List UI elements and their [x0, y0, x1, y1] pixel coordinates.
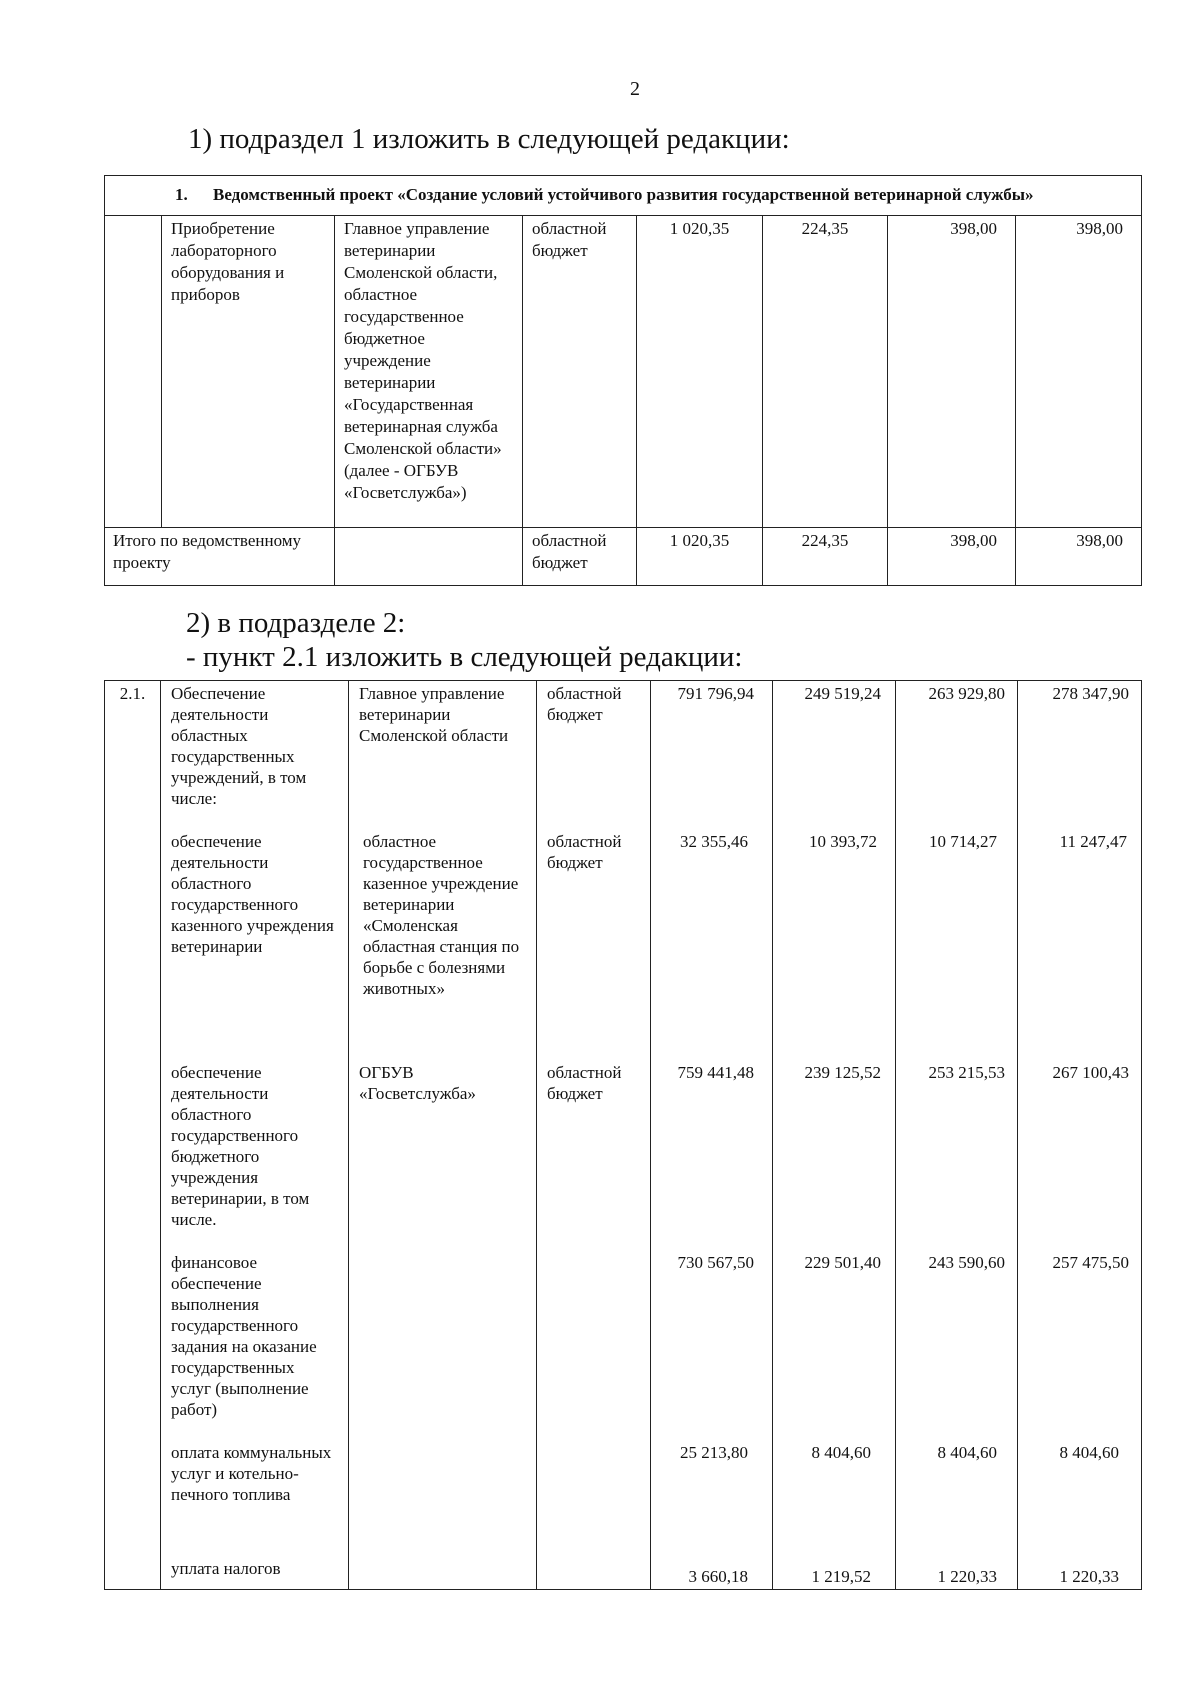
row-y2: 398,00: [888, 216, 1016, 528]
block-0-y1: 249 519,24: [804, 684, 881, 703]
row-name: Приобретение лабораторного оборудования и приборов: [162, 216, 335, 528]
block-4-name: оплата коммунальных услуг и котельно-печного топлива: [171, 1443, 332, 1504]
block-4-total: 25 213,80: [680, 1443, 748, 1462]
total-label: Итого по ведомственному проекту: [105, 528, 335, 586]
y1-column: [773, 681, 896, 1590]
block-3-y1: 229 501,40: [804, 1253, 881, 1272]
table-row: [105, 216, 1142, 528]
row-y3: 398,00: [1016, 216, 1142, 528]
table-row: [105, 681, 1142, 1590]
row-executor: Главное управление ветеринарии Смоленской области, областное государственное бюджетное учреждение ветеринарии «Государственная ветеринарная служба Смоленской области» (далее - ОГБУВ «Госветслужба»): [335, 216, 523, 528]
row-source: областной бюджет: [523, 216, 637, 528]
block-4-y2: 8 404,60: [937, 1443, 997, 1462]
block-2-source: областной бюджет: [547, 1063, 622, 1103]
block-0-total: 791 796,94: [677, 684, 754, 703]
block-0-executor: Главное управление ветеринарии Смоленской области: [359, 684, 509, 745]
block-4-y3: 8 404,60: [1059, 1443, 1119, 1462]
block-3-y3: 257 475,50: [1052, 1253, 1129, 1272]
executors-column: [349, 681, 537, 1590]
block-1-name: обеспечение деятельности областного государственного казенного учреждения ветеринарии: [171, 832, 334, 956]
block-2-total: 759 441,48: [677, 1063, 754, 1082]
row-total: 1 020,35: [637, 216, 763, 528]
block-0-y2: 263 929,80: [928, 684, 1005, 703]
block-2-y2: 253 215,53: [928, 1063, 1005, 1082]
project-title-row: [105, 176, 1142, 216]
table-row-total: [105, 528, 1142, 586]
block-2-y3: 267 100,43: [1052, 1063, 1129, 1082]
block-5-name: уплата налогов: [171, 1559, 281, 1578]
names-column: [161, 681, 349, 1590]
block-3-name: финансовое обеспечение выполнения государственного задания на оказание государственных услуг (выполнение работ): [171, 1253, 317, 1419]
total-y1: 224,35: [763, 528, 888, 586]
total-total: 1 020,35: [637, 528, 763, 586]
block-0-name: Обеспечение деятельности областных государственных учреждений, в том числе:: [171, 684, 307, 808]
block-1-executor: областное государственное казенное учреждение ветеринарии «Смоленская областная станция по борьбе с болезнями животных»: [363, 832, 520, 998]
block-3-y2: 243 590,60: [928, 1253, 1005, 1272]
block-5-y3: 1 220,33: [1059, 1567, 1119, 1586]
row-number: 2.1.: [105, 681, 161, 1590]
total-y2: 398,00: [888, 528, 1016, 586]
block-1-y3: 11 247,47: [1059, 832, 1127, 851]
block-0-y3: 278 347,90: [1052, 684, 1129, 703]
table-project-1: [104, 175, 1142, 586]
y2-column: [896, 681, 1018, 1590]
project-title: Ведомственный проект «Создание условий устойчивого развития государственной ветеринарной службы»: [213, 185, 1034, 204]
project-number: 1.: [175, 185, 188, 204]
block-0-source: областной бюджет: [547, 684, 622, 724]
y3-column: [1018, 681, 1142, 1590]
block-1-source: областной бюджет: [547, 832, 622, 872]
block-2-executor: ОГБУВ «Госветслужба»: [359, 1063, 476, 1103]
heading-subsection-1: 1) подраздел 1 изложить в следующей редакции:: [188, 123, 790, 155]
totals-column: [651, 681, 773, 1590]
page-number: 2: [630, 78, 640, 100]
block-4-y1: 8 404,60: [811, 1443, 871, 1462]
sources-column: [537, 681, 651, 1590]
row-y1: 224,35: [763, 216, 888, 528]
total-y3: 398,00: [1016, 528, 1142, 586]
block-5-y2: 1 220,33: [937, 1567, 997, 1586]
block-5-total: 3 660,18: [688, 1567, 748, 1586]
total-source: областной бюджет: [523, 528, 637, 586]
block-1-y1: 10 393,72: [809, 832, 877, 851]
row-number-cell: [105, 216, 162, 528]
block-2-name: обеспечение деятельности областного государственного бюджетного учреждения ветеринарии, в том числе.: [171, 1063, 310, 1229]
total-executor-cell: [335, 528, 523, 586]
table-item-2-1: [104, 680, 1142, 1590]
block-3-total: 730 567,50: [677, 1253, 754, 1272]
heading-item-2-1: - пункт 2.1 изложить в следующей редакции:: [186, 641, 743, 673]
block-1-y2: 10 714,27: [929, 832, 997, 851]
heading-subsection-2: 2) в подразделе 2:: [186, 607, 406, 639]
block-2-y1: 239 125,52: [804, 1063, 881, 1082]
block-5-y1: 1 219,52: [811, 1567, 871, 1586]
block-1-total: 32 355,46: [680, 832, 748, 851]
